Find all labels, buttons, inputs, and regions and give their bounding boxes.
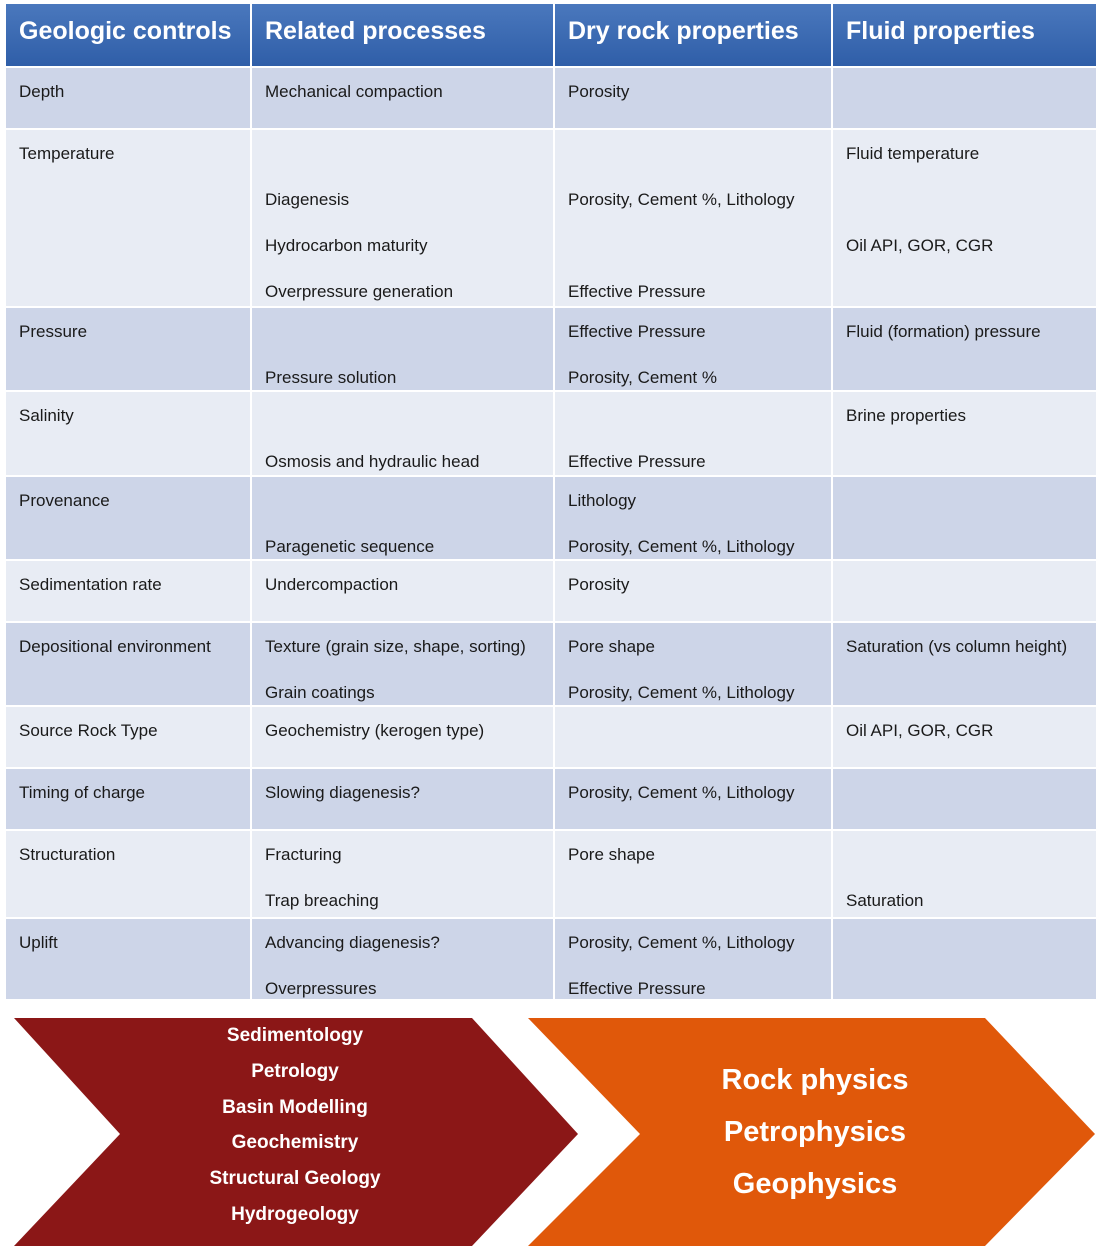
table-cell bbox=[252, 919, 555, 999]
discipline-label: Petrology bbox=[251, 1060, 339, 1082]
discipline-label: Rock physics bbox=[721, 1064, 909, 1096]
table-cell bbox=[833, 769, 1098, 829]
discipline-label: Basin Modelling bbox=[222, 1096, 368, 1118]
column-header: Dry rock properties bbox=[555, 4, 833, 66]
table-cell bbox=[252, 68, 555, 128]
discipline-label: Structural Geology bbox=[209, 1168, 381, 1190]
discipline-label: Geochemistry bbox=[231, 1132, 359, 1154]
table-row bbox=[6, 128, 1098, 306]
table-cell bbox=[555, 561, 833, 621]
table-row bbox=[6, 475, 1098, 559]
dry-rock-property-text: Pore shape bbox=[568, 637, 655, 656]
table-cell bbox=[833, 308, 1098, 390]
table-cell bbox=[252, 831, 555, 917]
geologic-control-label: Depositional environment bbox=[19, 637, 211, 656]
table-row bbox=[6, 705, 1098, 767]
geologic-control-label: Depth bbox=[19, 82, 65, 101]
table-cell bbox=[833, 919, 1098, 999]
related-process-text: Grain coatings bbox=[265, 683, 375, 702]
table-row bbox=[6, 559, 1098, 621]
table-cell bbox=[6, 831, 252, 917]
table-cell bbox=[252, 477, 555, 559]
dry-rock-property-text: Effective Pressure bbox=[568, 452, 706, 471]
dry-rock-property-text: Porosity, Cement %, Lithology bbox=[568, 537, 795, 556]
table-cell bbox=[6, 392, 252, 475]
geologic-control-label: Structuration bbox=[19, 845, 116, 864]
table-cell bbox=[6, 308, 252, 390]
related-process-text: Overpressure generation bbox=[265, 282, 454, 301]
geologic-control-label: Timing of charge bbox=[19, 783, 145, 802]
dry-rock-property-text: Effective Pressure bbox=[568, 322, 706, 341]
table-row bbox=[6, 621, 1098, 705]
table-cell bbox=[555, 308, 833, 390]
related-process-text: Mechanical compaction bbox=[265, 82, 443, 101]
geophysics-disciplines-list bbox=[660, 1054, 970, 1210]
column-header: Fluid properties bbox=[833, 4, 1098, 66]
related-process-text: Overpressures bbox=[265, 979, 377, 998]
table-cell bbox=[833, 831, 1098, 917]
discipline-label: Geophysics bbox=[732, 1168, 898, 1200]
geologic-control-label: Provenance bbox=[19, 491, 110, 510]
table-cell bbox=[555, 623, 833, 705]
table-cell bbox=[833, 392, 1098, 475]
fluid-property-text: Saturation bbox=[846, 891, 924, 910]
table-cell bbox=[6, 561, 252, 621]
table-cell bbox=[6, 623, 252, 705]
geologic-control-label: Sedimentation rate bbox=[19, 575, 162, 594]
table-cell bbox=[6, 919, 252, 999]
dry-rock-property-text: Effective Pressure bbox=[568, 979, 706, 998]
related-process-text: Hydrocarbon maturity bbox=[265, 236, 428, 255]
table-cell bbox=[555, 477, 833, 559]
table-row bbox=[6, 390, 1098, 475]
table-cell bbox=[6, 477, 252, 559]
geoscience-disciplines-list bbox=[160, 1018, 430, 1233]
table-cell bbox=[252, 130, 555, 306]
table-cell bbox=[555, 831, 833, 917]
column-header: Related processes bbox=[252, 4, 555, 66]
table-cell bbox=[833, 561, 1098, 621]
geologic-control-label: Uplift bbox=[19, 933, 58, 952]
table-cell bbox=[252, 707, 555, 767]
related-process-text: Osmosis and hydraulic head bbox=[265, 452, 480, 471]
dry-rock-property-text: Effective Pressure bbox=[568, 282, 706, 301]
column-header: Geologic controls bbox=[6, 4, 252, 66]
table-cell bbox=[252, 308, 555, 390]
related-process-text: Diagenesis bbox=[265, 190, 350, 209]
geologic-control-label: Source Rock Type bbox=[19, 721, 158, 740]
dry-rock-property-text: Porosity, Cement %, Lithology bbox=[568, 933, 795, 952]
table-row bbox=[6, 829, 1098, 917]
table-cell bbox=[6, 130, 252, 306]
geologic-control-label: Salinity bbox=[19, 406, 74, 425]
table-cell bbox=[555, 130, 833, 306]
related-process-text: Texture (grain size, shape, sorting) bbox=[265, 637, 526, 656]
table-cell bbox=[833, 130, 1098, 306]
table-cell bbox=[6, 769, 252, 829]
table-row bbox=[6, 917, 1098, 999]
table-cell bbox=[6, 68, 252, 128]
dry-rock-property-text: Porosity, Cement %, Lithology bbox=[568, 783, 795, 802]
table-cell bbox=[555, 769, 833, 829]
related-process-text: Paragenetic sequence bbox=[265, 537, 435, 556]
table-cell bbox=[833, 707, 1098, 767]
dry-rock-property-text: Porosity, Cement %, Lithology bbox=[568, 683, 795, 702]
related-process-text: Advancing diagenesis? bbox=[265, 933, 440, 952]
fluid-property-text: Oil API, GOR, CGR bbox=[846, 236, 994, 255]
geologic-control-label: Pressure bbox=[19, 322, 88, 341]
table-cell bbox=[555, 919, 833, 999]
related-process-text: Trap breaching bbox=[265, 891, 379, 910]
dry-rock-property-text: Porosity bbox=[568, 575, 630, 594]
table-cell bbox=[252, 769, 555, 829]
related-process-text: Slowing diagenesis? bbox=[265, 783, 420, 802]
table-row bbox=[6, 306, 1098, 390]
fluid-property-text: Fluid temperature bbox=[846, 144, 980, 163]
properties-table bbox=[6, 4, 1098, 1002]
fluid-property-text: Fluid (formation) pressure bbox=[846, 322, 1041, 341]
fluid-property-text: Oil API, GOR, CGR bbox=[846, 721, 994, 740]
discipline-label: Sedimentology bbox=[226, 1025, 364, 1046]
dry-rock-property-text: Porosity, Cement %, Lithology bbox=[568, 190, 795, 209]
dry-rock-property-text: Porosity bbox=[568, 82, 630, 101]
related-process-text: Fracturing bbox=[265, 845, 342, 864]
geologic-control-label: Temperature bbox=[19, 144, 115, 163]
related-process-text: Undercompaction bbox=[265, 575, 399, 594]
table-cell bbox=[252, 392, 555, 475]
table-row bbox=[6, 767, 1098, 829]
related-process-text: Pressure solution bbox=[265, 368, 397, 387]
table-cell bbox=[555, 707, 833, 767]
table-cell bbox=[252, 623, 555, 705]
related-process-text: Geochemistry (kerogen type) bbox=[265, 721, 485, 740]
table-cell bbox=[252, 561, 555, 621]
fluid-property-text: Saturation (vs column height) bbox=[846, 637, 1068, 656]
discipline-label: Hydrogeology bbox=[231, 1203, 359, 1225]
dry-rock-property-text: Lithology bbox=[568, 491, 637, 510]
table-cell bbox=[555, 68, 833, 128]
dry-rock-property-text: Porosity, Cement % bbox=[568, 368, 717, 387]
discipline-label: Petrophysics bbox=[723, 1116, 907, 1148]
dry-rock-property-text: Pore shape bbox=[568, 845, 655, 864]
table-cell bbox=[6, 707, 252, 767]
table-cell bbox=[833, 68, 1098, 128]
table-cell bbox=[555, 392, 833, 475]
table-cell bbox=[833, 623, 1098, 705]
fluid-property-text: Brine properties bbox=[846, 406, 967, 425]
table-cell bbox=[833, 477, 1098, 559]
table-row bbox=[6, 66, 1098, 128]
